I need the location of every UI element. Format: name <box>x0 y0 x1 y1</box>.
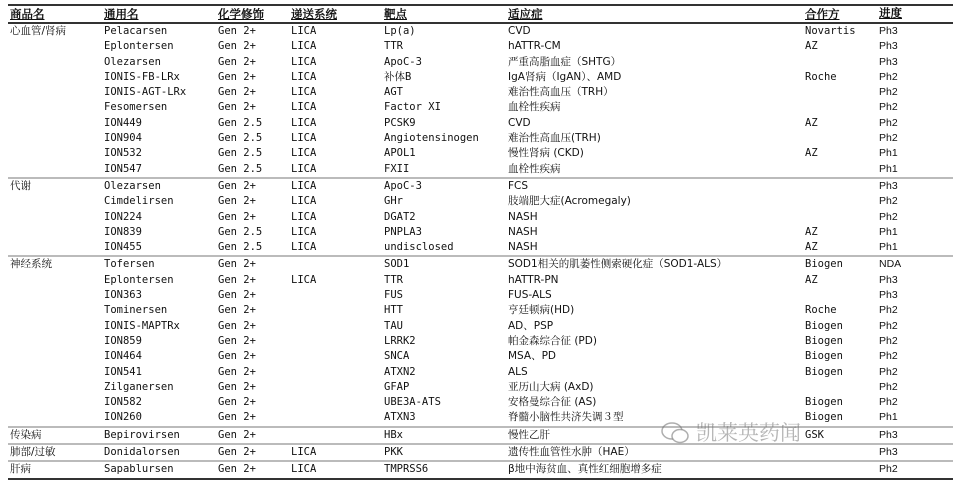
generic-name-cell: Zilganersen <box>104 380 174 393</box>
chemistry-cell: Gen 2+ <box>218 446 256 459</box>
table-row <box>8 116 953 131</box>
header-partner: 合作方 <box>805 7 840 21</box>
table-row <box>8 85 953 100</box>
category-cell: 肺部/过敏 <box>10 446 56 459</box>
category-cell <box>8 100 104 115</box>
chemistry-cell: Gen 2+ <box>218 350 256 363</box>
partner-cell <box>805 194 879 209</box>
table-row <box>8 273 953 288</box>
generic-name-cell: Bepirovirsen <box>104 428 180 441</box>
target-cell: ATXN3 <box>384 411 416 424</box>
delivery-cell <box>291 334 384 349</box>
partner-cell <box>805 131 879 146</box>
phase-cell: Ph2 <box>879 463 898 476</box>
category-cell: 肝病 <box>10 463 31 476</box>
delivery-cell <box>291 349 384 364</box>
phase-cell: Ph2 <box>879 304 898 317</box>
delivery-cell: LICA <box>291 241 317 254</box>
partner-cell: Biogen <box>805 258 843 271</box>
chemistry-cell: Gen 2+ <box>218 411 256 424</box>
chemistry-cell: Gen 2.5 <box>218 162 263 175</box>
delivery-cell: LICA <box>291 179 317 192</box>
header-indication: 适应症 <box>508 7 543 21</box>
delivery-cell: LICA <box>291 147 317 160</box>
chemistry-cell: Gen 2+ <box>218 304 256 317</box>
table-row <box>8 395 953 410</box>
target-cell: TAU <box>384 319 403 332</box>
category-cell <box>8 410 104 425</box>
category-cell <box>8 225 104 240</box>
generic-name-cell: Eplontersen <box>104 273 174 286</box>
partner-cell: Roche <box>805 304 837 317</box>
target-cell: PKK <box>384 446 403 459</box>
category-cell <box>8 210 104 225</box>
table-row <box>8 100 953 115</box>
generic-name-cell: ION839 <box>104 225 142 238</box>
target-cell: TTR <box>384 40 403 53</box>
category-cell <box>8 319 104 334</box>
category-cell <box>8 349 104 364</box>
category-group <box>8 462 953 479</box>
indication-cell: NASH <box>508 225 538 238</box>
category-cell <box>8 85 104 100</box>
table-row <box>8 349 953 364</box>
target-cell: SNCA <box>384 350 410 363</box>
partner-cell: Biogen <box>805 319 843 332</box>
indication-cell: 脊髓小脑性共济失调３型 <box>508 411 624 424</box>
generic-name-cell: Eplontersen <box>104 40 174 53</box>
chemistry-cell: Gen 2+ <box>218 101 256 114</box>
indication-cell: NASH <box>508 210 538 223</box>
phase-cell: Ph2 <box>879 334 898 347</box>
category-cell <box>8 273 104 288</box>
header-brand: 商品名 <box>10 7 45 21</box>
indication-cell: 难治性高血压（TRH） <box>508 86 614 99</box>
partner-cell <box>805 380 879 395</box>
indication-cell: hATTR-CM <box>508 40 561 53</box>
indication-cell: 严重高脂血症（SHTG） <box>508 55 622 68</box>
generic-name-cell: ION224 <box>104 210 142 223</box>
target-cell: DGAT2 <box>384 210 416 223</box>
target-cell: GFAP <box>384 380 410 393</box>
target-cell: 补体B <box>384 70 412 83</box>
phase-cell: Ph1 <box>879 225 898 238</box>
phase-cell: Ph2 <box>879 380 898 393</box>
chemistry-cell: Gen 2+ <box>218 319 256 332</box>
phase-cell: Ph3 <box>879 289 898 302</box>
chemistry-cell: Gen 2+ <box>218 55 256 68</box>
indication-cell: 血栓性疾病 <box>508 162 561 175</box>
target-cell: TMPRSS6 <box>384 463 429 476</box>
generic-name-cell: ION582 <box>104 396 142 409</box>
chemistry-cell: Gen 2.5 <box>218 132 263 145</box>
category-group <box>8 257 953 427</box>
generic-name-cell: ION449 <box>104 116 142 129</box>
category-group <box>8 428 953 445</box>
indication-cell: FUS-ALS <box>508 289 552 302</box>
target-cell: Factor XI <box>384 101 441 114</box>
delivery-cell: LICA <box>291 195 317 208</box>
category-cell <box>8 131 104 146</box>
phase-cell: Ph2 <box>879 116 898 129</box>
table-row <box>8 162 953 177</box>
pipeline-table <box>8 4 953 480</box>
indication-cell: CVD <box>508 116 531 129</box>
target-cell: HTT <box>384 304 403 317</box>
phase-cell: Ph2 <box>879 86 898 99</box>
table-header <box>8 6 953 24</box>
delivery-cell: LICA <box>291 225 317 238</box>
category-cell <box>8 288 104 303</box>
delivery-cell <box>291 303 384 318</box>
generic-name-cell: ION363 <box>104 289 142 302</box>
table-row <box>8 146 953 161</box>
phase-cell: Ph3 <box>879 40 898 53</box>
partner-cell <box>805 210 879 225</box>
table-row <box>8 225 953 240</box>
chemistry-cell: Gen 2+ <box>218 40 256 53</box>
phase-cell: Ph3 <box>879 428 898 441</box>
indication-cell: 安格曼综合征 (AS) <box>508 396 597 409</box>
indication-cell: 慢性肾病 (CKD) <box>508 147 584 160</box>
generic-name-cell: ION859 <box>104 334 142 347</box>
delivery-cell <box>291 288 384 303</box>
table-row <box>8 55 953 70</box>
header-target: 靶点 <box>384 7 407 21</box>
category-cell <box>8 303 104 318</box>
chemistry-cell: Gen 2+ <box>218 179 256 192</box>
category-cell <box>8 162 104 177</box>
phase-cell: Ph1 <box>879 162 898 175</box>
delivery-cell: LICA <box>291 446 317 459</box>
target-cell: PNPLA3 <box>384 225 422 238</box>
generic-name-cell: ION532 <box>104 147 142 160</box>
phase-cell: Ph1 <box>879 241 898 254</box>
partner-cell: AZ <box>805 116 818 129</box>
category-group <box>8 445 953 462</box>
delivery-cell: LICA <box>291 463 317 476</box>
category-cell <box>8 146 104 161</box>
partner-cell: Biogen <box>805 396 843 409</box>
phase-cell: Ph2 <box>879 132 898 145</box>
generic-name-cell: Olezarsen <box>104 55 161 68</box>
generic-name-cell: Olezarsen <box>104 179 161 192</box>
table-row <box>8 210 953 225</box>
generic-name-cell: ION904 <box>104 132 142 145</box>
category-group <box>8 24 953 179</box>
delivery-cell <box>291 257 384 272</box>
table-row <box>8 240 953 255</box>
target-cell: LRRK2 <box>384 334 416 347</box>
category-cell <box>8 334 104 349</box>
phase-cell: Ph2 <box>879 396 898 409</box>
category-cell <box>8 240 104 255</box>
chemistry-cell: Gen 2+ <box>218 396 256 409</box>
generic-name-cell: Fesomersen <box>104 101 168 114</box>
partner-cell: AZ <box>805 241 818 254</box>
target-cell: ATXN2 <box>384 365 416 378</box>
delivery-cell: LICA <box>291 273 317 286</box>
indication-cell: FCS <box>508 179 529 192</box>
generic-name-cell: Sapablursen <box>104 463 174 476</box>
indication-cell: IgA肾病（IgAN）、AMD <box>508 70 622 83</box>
chemistry-cell: Gen 2+ <box>218 25 256 37</box>
chemistry-cell: Gen 2+ <box>218 289 256 302</box>
chemistry-cell: Gen 2+ <box>218 86 256 99</box>
generic-name-cell: ION464 <box>104 350 142 363</box>
chemistry-cell: Gen 2+ <box>218 273 256 286</box>
target-cell: SOD1 <box>384 258 410 271</box>
indication-cell: 慢性乙肝 <box>508 428 550 441</box>
generic-name-cell: Tominersen <box>104 304 168 317</box>
chemistry-cell: Gen 2.5 <box>218 241 263 254</box>
indication-cell: β地中海贫血、真性红细胞增多症 <box>508 463 662 476</box>
partner-cell: Roche <box>805 70 837 83</box>
indication-cell: 肢端肥大症(Acromegaly) <box>508 195 631 208</box>
partner-cell: AZ <box>805 225 818 238</box>
partner-cell: Biogen <box>805 411 843 424</box>
target-cell: FUS <box>384 289 403 302</box>
delivery-cell: LICA <box>291 210 317 223</box>
phase-cell: Ph2 <box>879 70 898 83</box>
table-row <box>8 39 953 54</box>
phase-cell: Ph3 <box>879 179 898 192</box>
table-row <box>8 365 953 380</box>
generic-name-cell: ION260 <box>104 411 142 424</box>
table-row <box>8 131 953 146</box>
phase-cell: Ph3 <box>879 55 898 68</box>
table-row <box>8 428 953 443</box>
chemistry-cell: Gen 2.5 <box>218 147 263 160</box>
generic-name-cell: ION547 <box>104 162 142 175</box>
partner-cell: Novartis <box>805 25 856 37</box>
indication-cell: MSA、PD <box>508 350 557 363</box>
partner-cell: GSK <box>805 428 824 441</box>
partner-cell <box>805 55 879 70</box>
generic-name-cell: Tofersen <box>104 258 155 271</box>
partner-cell <box>805 288 879 303</box>
table-row <box>8 24 953 39</box>
table-row <box>8 380 953 395</box>
category-group <box>8 179 953 257</box>
chemistry-cell: Gen 2+ <box>218 258 256 271</box>
category-cell <box>8 70 104 85</box>
indication-cell: 遗传性血管性水肿（HAE） <box>508 446 635 459</box>
category-cell <box>8 39 104 54</box>
category-cell <box>8 116 104 131</box>
generic-name-cell: ION541 <box>104 365 142 378</box>
generic-name-cell: ION455 <box>104 241 142 254</box>
partner-cell: Biogen <box>805 334 843 347</box>
indication-cell: SOD1相关的肌萎性侧索硬化症（SOD1-ALS） <box>508 258 728 271</box>
category-cell <box>8 194 104 209</box>
indication-cell: NASH <box>508 241 538 254</box>
partner-cell: Biogen <box>805 350 843 363</box>
partner-cell: AZ <box>805 147 818 160</box>
target-cell: GHr <box>384 195 403 208</box>
header-generic: 通用名 <box>104 7 139 21</box>
chemistry-cell: Gen 2.5 <box>218 116 263 129</box>
table-row <box>8 462 953 477</box>
chemistry-cell: Gen 2+ <box>218 195 256 208</box>
phase-cell: Ph1 <box>879 411 898 424</box>
delivery-cell: LICA <box>291 116 317 129</box>
header-phase: 进度 <box>879 8 902 20</box>
generic-name-cell: Cimdelirsen <box>104 195 174 208</box>
phase-cell: NDA <box>879 258 902 271</box>
indication-cell: 亚历山大病 (AxD) <box>508 380 594 393</box>
watermark-text: 凯莱英药闻 <box>696 421 801 445</box>
indication-cell: 帕金森综合征 (PD) <box>508 334 597 347</box>
delivery-cell <box>291 319 384 334</box>
target-cell: Angiotensinogen <box>384 132 479 145</box>
table-row <box>8 179 953 194</box>
partner-cell <box>805 179 879 194</box>
indication-cell: 血栓性疾病 <box>508 101 561 114</box>
partner-cell <box>805 162 879 177</box>
phase-cell: Ph2 <box>879 210 898 223</box>
header-chemistry: 化学修饰 <box>218 7 264 21</box>
generic-name-cell: Pelacarsen <box>104 25 168 37</box>
chemistry-cell: Gen 2+ <box>218 428 256 441</box>
partner-cell: Biogen <box>805 365 843 378</box>
table-body <box>8 24 953 480</box>
category-cell <box>8 55 104 70</box>
wechat-icon <box>660 421 690 445</box>
delivery-cell <box>291 428 384 443</box>
generic-name-cell: IONIS-FB-LRx <box>104 70 180 83</box>
partner-cell <box>805 462 879 477</box>
phase-cell: Ph2 <box>879 350 898 363</box>
generic-name-cell: IONIS-AGT-LRx <box>104 86 187 99</box>
table-row <box>8 410 953 425</box>
chemistry-cell: Gen 2+ <box>218 463 256 476</box>
phase-cell: Ph2 <box>879 101 898 114</box>
chemistry-cell: Gen 2+ <box>218 210 256 223</box>
table-row <box>8 334 953 349</box>
table-row <box>8 445 953 460</box>
partner-cell <box>805 445 879 460</box>
indication-cell: hATTR-PN <box>508 273 559 286</box>
delivery-cell: LICA <box>291 162 317 175</box>
category-cell: 传染病 <box>10 428 42 441</box>
delivery-cell: LICA <box>291 40 317 53</box>
target-cell: APOL1 <box>384 147 416 160</box>
indication-cell: 亨廷顿病(HD) <box>508 304 575 317</box>
category-cell: 心血管/肾病 <box>10 25 67 37</box>
delivery-cell <box>291 365 384 380</box>
partner-cell: AZ <box>805 273 818 286</box>
chemistry-cell: Gen 2+ <box>218 334 256 347</box>
delivery-cell <box>291 380 384 395</box>
phase-cell: Ph3 <box>879 273 898 286</box>
target-cell: HBx <box>384 428 403 441</box>
delivery-cell <box>291 410 384 425</box>
delivery-cell <box>291 395 384 410</box>
category-cell <box>8 395 104 410</box>
chemistry-cell: Gen 2+ <box>218 365 256 378</box>
delivery-cell: LICA <box>291 86 317 99</box>
indication-cell: 难治性高血压(TRH) <box>508 132 601 145</box>
table-row <box>8 257 953 272</box>
category-cell <box>8 365 104 380</box>
target-cell: ApoC-3 <box>384 55 422 68</box>
header-delivery: 递送系统 <box>291 7 337 21</box>
category-cell: 神经系统 <box>10 258 52 271</box>
indication-cell: ALS <box>508 365 528 378</box>
delivery-cell: LICA <box>291 70 317 83</box>
partner-cell <box>805 100 879 115</box>
chemistry-cell: Gen 2+ <box>218 70 256 83</box>
phase-cell: Ph2 <box>879 195 898 208</box>
chemistry-cell: Gen 2+ <box>218 380 256 393</box>
delivery-cell: LICA <box>291 25 317 37</box>
generic-name-cell: IONIS-MAPTRx <box>104 319 180 332</box>
table-row <box>8 288 953 303</box>
phase-cell: Ph3 <box>879 25 898 37</box>
indication-cell: AD、PSP <box>508 319 554 332</box>
table-row <box>8 194 953 209</box>
phase-cell: Ph1 <box>879 147 898 160</box>
phase-cell: Ph3 <box>879 446 898 459</box>
phase-cell: Ph2 <box>879 319 898 332</box>
partner-cell <box>805 85 879 100</box>
target-cell: undisclosed <box>384 241 454 254</box>
target-cell: PCSK9 <box>384 116 416 129</box>
indication-cell: CVD <box>508 25 531 37</box>
table-row <box>8 70 953 85</box>
target-cell: AGT <box>384 86 403 99</box>
target-cell: FXII <box>384 162 410 175</box>
delivery-cell: LICA <box>291 132 317 145</box>
partner-cell: AZ <box>805 40 818 53</box>
watermark <box>660 421 801 445</box>
category-cell <box>8 380 104 395</box>
table-row <box>8 319 953 334</box>
category-cell: 代谢 <box>10 179 31 192</box>
target-cell: ApoC-3 <box>384 179 422 192</box>
target-cell: Lp(a) <box>384 25 416 37</box>
chemistry-cell: Gen 2.5 <box>218 225 263 238</box>
table-row <box>8 303 953 318</box>
delivery-cell: LICA <box>291 101 317 114</box>
target-cell: TTR <box>384 273 403 286</box>
phase-cell: Ph2 <box>879 365 898 378</box>
target-cell: UBE3A-ATS <box>384 396 441 409</box>
delivery-cell: LICA <box>291 55 317 68</box>
generic-name-cell: Donidalorsen <box>104 446 180 459</box>
